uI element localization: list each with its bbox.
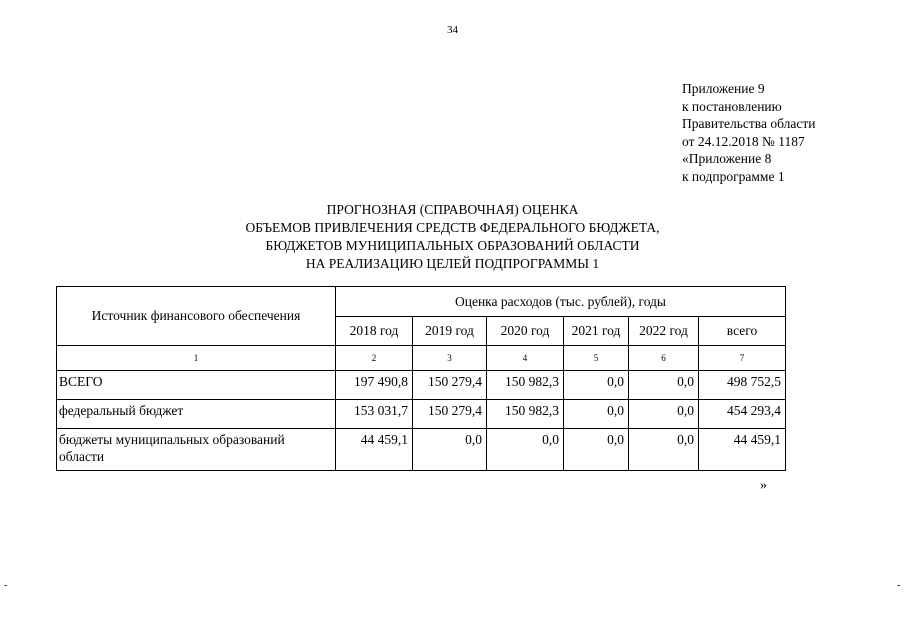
appendix-line: Правительства области — [682, 116, 816, 132]
column-number: 3 — [413, 346, 487, 371]
table-row-federal — [57, 400, 786, 429]
cell-value: 0,0 — [564, 371, 629, 400]
column-number-row — [57, 346, 786, 371]
year-header: 2021 год — [564, 317, 629, 346]
title-line: ОБЪЕМОВ ПРИВЛЕЧЕНИЯ СРЕДСТВ ФЕДЕРАЛЬНОГО БЮДЖЕТА, — [245, 220, 660, 235]
table-header-row — [57, 287, 786, 317]
column-number: 6 — [629, 346, 699, 371]
page-number: 34 — [447, 24, 458, 36]
year-header: 2022 год — [629, 317, 699, 346]
year-header: 2019 год — [413, 317, 487, 346]
cell-value: 0,0 — [413, 429, 487, 471]
column-number: 7 — [699, 346, 786, 371]
appendix-line: «Приложение 8 — [682, 151, 772, 167]
cell-value: 0,0 — [487, 429, 564, 471]
table-row-total — [57, 371, 786, 400]
total-header: всего — [699, 317, 786, 346]
row-label: ВСЕГО — [57, 371, 336, 400]
year-header: 2020 год — [487, 317, 564, 346]
cell-value: 0,0 — [564, 429, 629, 471]
budget-table — [56, 286, 786, 471]
cell-value: 0,0 — [564, 400, 629, 429]
column-number: 1 — [57, 346, 336, 371]
cell-value: 153 031,7 — [336, 400, 413, 429]
appendix-line: Приложение 9 — [682, 81, 765, 96]
appendix-line: от 24.12.2018 № 1187 — [682, 133, 805, 149]
cell-value: 498 752,5 — [699, 371, 786, 400]
column-number: 4 — [487, 346, 564, 371]
column-number: 5 — [564, 346, 629, 371]
cell-value: 0,0 — [629, 400, 699, 429]
cell-value: 44 459,1 — [336, 429, 413, 471]
cell-value: 0,0 — [629, 429, 699, 471]
closing-quote: » — [760, 478, 767, 493]
year-header: 2018 год — [336, 317, 413, 346]
table-row-municipal — [57, 429, 786, 471]
title-line: БЮДЖЕТОВ МУНИЦИПАЛЬНЫХ ОБРАЗОВАНИЙ ОБЛАСТИ — [265, 238, 640, 253]
cell-value: 454 293,4 — [699, 400, 786, 429]
title-line: НА РЕАЛИЗАЦИЮ ЦЕЛЕЙ ПОДПРОГРАММЫ 1 — [305, 256, 600, 271]
row-label: бюджеты муниципальных образований области — [57, 429, 336, 471]
cell-value: 0,0 — [629, 371, 699, 400]
edge-mark-right: - — [897, 580, 901, 591]
title-line: ПРОГНОЗНАЯ (СПРАВОЧНАЯ) ОЦЕНКА — [326, 202, 579, 217]
row-label: федеральный бюджет — [57, 400, 336, 429]
appendix-line: к постановлению — [682, 98, 782, 114]
source-header: Источник финансового обеспечения — [57, 287, 336, 346]
cell-value: 150 279,4 — [413, 400, 487, 429]
cell-value: 150 982,3 — [487, 400, 564, 429]
cell-value: 44 459,1 — [699, 429, 786, 471]
cell-value: 150 279,4 — [413, 371, 487, 400]
estimate-header: Оценка расходов (тыс. рублей), годы — [336, 287, 786, 317]
appendix-line: к подпрограмме 1 — [682, 168, 785, 184]
edge-mark-left: - — [4, 580, 8, 591]
cell-value: 150 982,3 — [487, 371, 564, 400]
cell-value: 197 490,8 — [336, 371, 413, 400]
appendix-block — [682, 80, 815, 186]
column-number: 2 — [336, 346, 413, 371]
document-title — [0, 201, 905, 273]
